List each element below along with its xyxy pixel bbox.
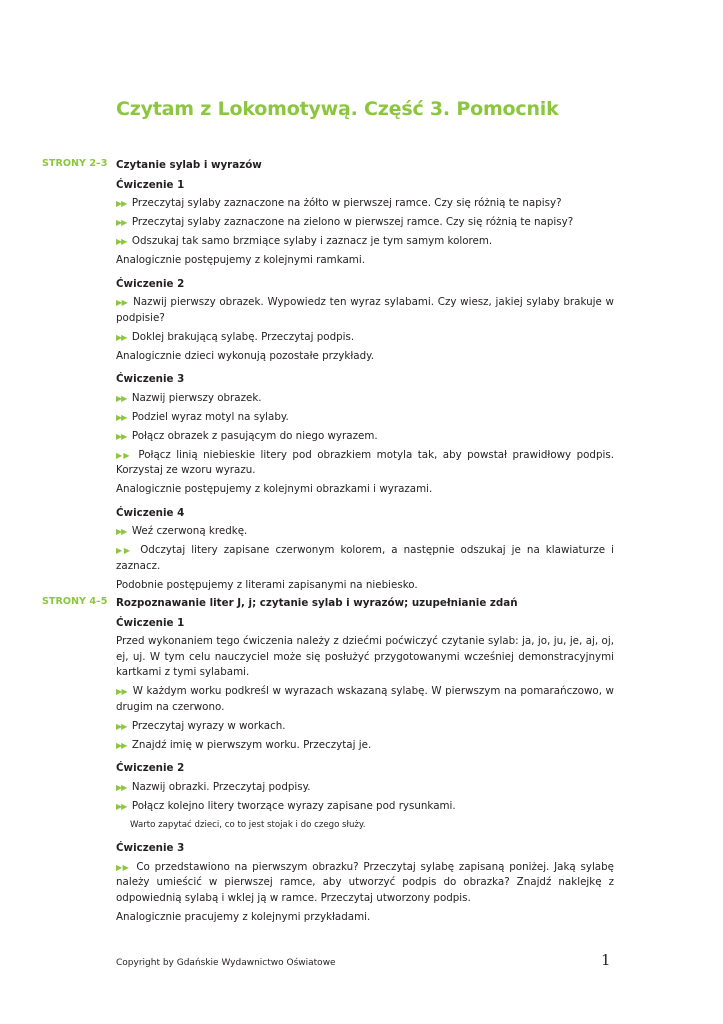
item-text: Połącz linią niebieskie litery pod obrazkiem motyla tak, aby powstał prawidłowy podpis. Korzystaj ze wzoru wyrazu. bbox=[116, 448, 614, 476]
item-text: Analogicznie dzieci wykonują pozostałe przykłady. bbox=[116, 349, 375, 362]
section-pages-label: STRONY 2–3 bbox=[42, 158, 108, 169]
double-arrow-icon: ▶▶ bbox=[116, 218, 128, 227]
double-arrow-icon: ▶▶ bbox=[116, 782, 128, 792]
item-text: Przeczytaj sylaby zaznaczone na zielono w pierwszej ramce. Czy się różnią te napisy? bbox=[131, 216, 574, 228]
exercise bbox=[116, 506, 614, 594]
exercise-paragraph bbox=[116, 349, 614, 365]
exercise-title: Ćwiczenie 3 bbox=[116, 842, 185, 854]
item-text: Podobnie postępujemy z literami zapisanymi na niebiesko. bbox=[116, 578, 418, 591]
exercise bbox=[116, 178, 614, 269]
double-arrow-icon: ▶▶ bbox=[116, 412, 128, 422]
item-text: Odczytaj litery zapisane czerwonym kolorem, a następnie odszukaj je na klawiaturze i zaznacz. bbox=[116, 544, 614, 572]
exercise-note bbox=[130, 818, 614, 834]
item-text: Analogicznie postępujemy z kolejnymi obrazkami i wyrazami. bbox=[116, 483, 433, 495]
item-text: Nazwij pierwszy obrazek. bbox=[131, 391, 262, 404]
item-text: Analogicznie pracujemy z kolejnymi przykładami. bbox=[116, 910, 371, 923]
section-title: Czytanie sylab i wyrazów bbox=[116, 159, 262, 171]
exercise-title: Ćwiczenie 2 bbox=[116, 762, 185, 774]
section-content bbox=[116, 158, 614, 601]
section-content bbox=[116, 596, 614, 933]
item-text: Odszukaj tak samo brzmiące sylaby i zaznacz je tym samym kolorem. bbox=[131, 235, 493, 247]
section-pages-label: STRONY 4–5 bbox=[42, 596, 108, 607]
exercise bbox=[116, 372, 614, 498]
instruction-item bbox=[116, 295, 614, 326]
exercise bbox=[116, 841, 614, 925]
double-arrow-icon: ▶▶ bbox=[116, 450, 135, 460]
double-arrow-icon: ▶▶ bbox=[116, 721, 128, 731]
item-text: Co przedstawiono na pierwszym obrazku? Przeczytaj sylabę zapisaną poniżej. Jaką sylabę należy umieścić w pierwszej ramce, aby utworzyć podpis do obrazka? Znajdź naklejkę z odpowiednią sylabą i wklej ją w ramce. Przeczytaj utworzony podpis. bbox=[116, 860, 614, 904]
double-arrow-icon: ▶▶ bbox=[116, 393, 128, 403]
double-arrow-icon: ▶▶ bbox=[116, 199, 128, 208]
instruction-item bbox=[116, 684, 614, 715]
double-arrow-icon: ▶▶ bbox=[116, 332, 128, 342]
exercise-title: Ćwiczenie 1 bbox=[116, 178, 185, 191]
double-arrow-icon: ▶▶ bbox=[116, 740, 128, 750]
instruction-item bbox=[116, 860, 614, 907]
double-arrow-icon: ▶▶ bbox=[116, 546, 137, 555]
exercise-title: Ćwiczenie 2 bbox=[116, 277, 185, 290]
instruction-item bbox=[116, 215, 614, 231]
exercise bbox=[116, 761, 614, 833]
double-arrow-icon: ▶▶ bbox=[116, 687, 129, 696]
exercise bbox=[116, 277, 614, 365]
exercise-title: Ćwiczenie 4 bbox=[116, 506, 185, 519]
item-text: Połącz obrazek z pasującym do niego wyrazem. bbox=[131, 429, 378, 442]
item-text: Nazwij obrazki. Przeczytaj podpisy. bbox=[131, 780, 311, 793]
item-text: Analogicznie postępujemy z kolejnymi ramkami. bbox=[116, 254, 365, 266]
exercise-title: Ćwiczenie 1 bbox=[116, 616, 185, 629]
instruction-item bbox=[116, 391, 614, 407]
page-number: 1 bbox=[601, 951, 611, 969]
exercise bbox=[116, 616, 614, 754]
item-text: Przed wykonaniem tego ćwiczenia należy z dziećmi poćwiczyć czytanie sylab: ja, jo, ju, je, aj, oj, ej, uj. W tym celu nauczyciel może się posłużyć przygotowanymi wcześniej demonstracyjnymi kartkami z tymi sylabami. bbox=[116, 635, 614, 678]
item-text: Podziel wyraz motyl na sylaby. bbox=[131, 410, 289, 423]
instruction-item bbox=[116, 410, 614, 426]
instruction-item bbox=[116, 780, 614, 796]
instruction-item bbox=[116, 543, 614, 574]
item-text: Połącz kolejno litery tworzące wyrazy zapisane pod rysunkami. bbox=[131, 799, 456, 812]
double-arrow-icon: ▶▶ bbox=[116, 862, 133, 872]
item-text: Przeczytaj sylaby zaznaczone na żółto w pierwszej ramce. Czy się różnią te napisy? bbox=[131, 197, 562, 209]
item-text: W każdym worku podkreśl w wyrazach wskazaną sylabę. W pierwszym na pomarańczowo, w drugim na czerwono. bbox=[116, 685, 614, 713]
exercise-paragraph bbox=[116, 482, 614, 498]
instruction-item bbox=[116, 719, 614, 735]
instruction-item bbox=[116, 524, 614, 540]
copyright-footer: Copyright by Gdańskie Wydawnictwo Oświatowe bbox=[116, 958, 336, 968]
section-title: Rozpoznawanie liter J, j; czytanie sylab i wyrazów; uzupełnianie zdań bbox=[116, 597, 518, 609]
double-arrow-icon: ▶▶ bbox=[116, 431, 128, 441]
instruction-item bbox=[116, 448, 614, 479]
instruction-item bbox=[116, 330, 614, 346]
item-text: Doklej brakującą sylabę. Przeczytaj podpis. bbox=[131, 330, 355, 343]
double-arrow-icon: ▶▶ bbox=[116, 527, 128, 536]
item-text: Warto zapytać dzieci, co to jest stojak i do czego służy. bbox=[130, 819, 366, 830]
exercise-paragraph bbox=[116, 578, 614, 594]
exercise-paragraph bbox=[116, 634, 614, 681]
double-arrow-icon: ▶▶ bbox=[116, 801, 128, 811]
instruction-item bbox=[116, 799, 614, 815]
exercise-paragraph bbox=[116, 253, 614, 269]
item-text: Nazwij pierwszy obrazek. Wypowiedz ten wyraz sylabami. Czy wiesz, jakiej sylaby brakuje w podpisie? bbox=[116, 296, 614, 324]
double-arrow-icon: ▶▶ bbox=[116, 298, 130, 307]
double-arrow-icon: ▶▶ bbox=[116, 237, 128, 246]
instruction-item bbox=[116, 196, 614, 212]
instruction-item bbox=[116, 234, 614, 250]
instruction-item bbox=[116, 738, 614, 754]
exercise-title: Ćwiczenie 3 bbox=[116, 373, 185, 385]
item-text: Przeczytaj wyrazy w workach. bbox=[131, 719, 286, 732]
page-title: Czytam z Lokomotywą. Część 3. Pomocnik bbox=[116, 98, 559, 120]
exercise-paragraph bbox=[116, 910, 614, 926]
instruction-item bbox=[116, 429, 614, 445]
item-text: Znajdź imię w pierwszym worku. Przeczytaj je. bbox=[131, 738, 372, 751]
item-text: Weź czerwoną kredkę. bbox=[131, 525, 248, 537]
